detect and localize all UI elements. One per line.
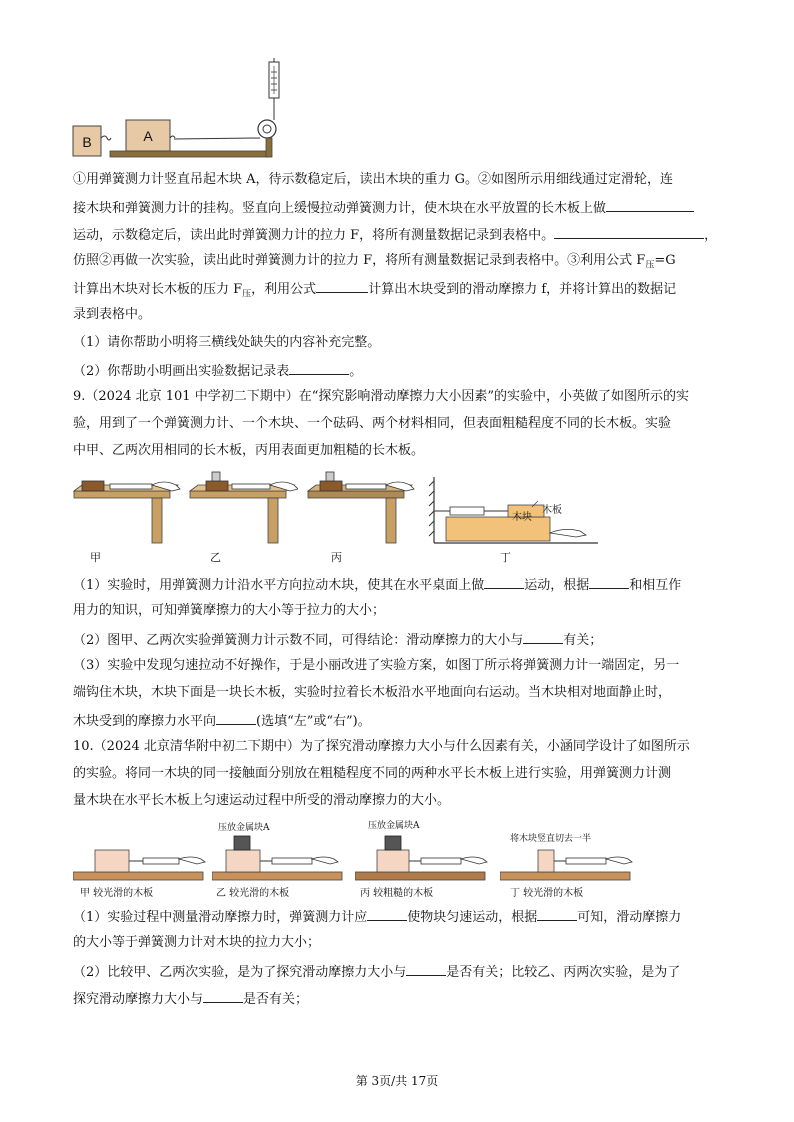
q10-part-1-a: （1）实验过程中测量滑动摩擦力时，弹簧测力计应 [73,910,368,925]
q8-question-2-text: （2）你帮助小明画出实验数据记录表 [73,364,290,379]
q9-blank-4[interactable] [216,710,256,725]
q8-sub-ya-1: 压 [645,260,655,271]
block-b-label: B [82,134,92,150]
q8-blank-2[interactable] [554,224,704,239]
q9-line-2: 验，用到了一个弹簧测力计、一个木块、一个砝码、两个材料相同，但表面粗糙程度不同的长木板。实验 [73,416,672,431]
q9-blank-1[interactable] [484,574,524,589]
q10-blank-1[interactable] [367,906,407,921]
pulley-setup-figure [70,58,290,160]
q10-top-label-bing: 压放金属块A [368,821,420,831]
q10-line-1: 10.（2024 北京清华附中初二下期中）为了探究滑动摩擦力大小与什么因素有关，小涵同学设计了如图所示 [73,739,690,754]
q9-part-1 [73,574,723,596]
q9-figure-yi [188,468,298,545]
q9-part-1-b: 运动，根据 [524,578,590,593]
q8-line-5-end: 计算出木块受到的滑动摩擦力 f，并将计算出的数据记 [368,282,677,297]
q9-blank-2[interactable] [589,574,629,589]
page-footer: 第 3页/共 17页 [355,1074,439,1088]
q10-top-label-ding: 将木块竖直切去一半 [510,834,592,844]
q8-line-5 [73,278,723,305]
q10-blank-4[interactable] [203,988,243,1003]
q10-top-label-yi: 压放金属块A [218,823,270,833]
q8-line-5-text: 计算出木块对长木板的压力 F [73,282,243,297]
q8-sub-ya-2: 压 [242,289,252,300]
q10-figure-bing [355,832,495,882]
q9-part-3: （3）实验中发现匀速拉动不好操作，于是小丽改进了实验方案，如图丁所示将弹簧测力计一端固定，另一 [73,658,680,673]
q8-line-3-text: 运动，示数稳定后，读出此时弹簧测力计的拉力 F，将所有测量数据记录到表格中。 [73,228,555,243]
q10-figure-jia [73,846,213,882]
q8-line-1: ①用弹簧测力计竖直吊起木块 A，待示数稳定后，读出木块的重力 G。②如图所示用细线通过定滑轮，连 [73,172,674,187]
q10-label-yi: 乙 较光滑的木板 [216,888,290,899]
q9-label-jia: 甲 [90,551,101,564]
q9-line-1: 9.（2024 北京 101 中学初二下期中）在“探究影响滑动摩擦力大小因素”的实验中，小英做了如图所示的实 [73,389,689,404]
q8-line-4-text: 仿照②再做一次实验，读出此时弹簧测力计的拉力 F，将所有测量数据记录到表格中。③利用公式 F [73,253,646,268]
q9-figure-bing [306,468,416,545]
q9-figure-jia [72,475,182,545]
q9-label-ding: 丁 [500,551,511,564]
q9-blank-3[interactable] [523,629,563,644]
q8-line-6: 录到表格中。 [73,307,152,322]
q9-part-3-cont: 端钩住木块，木块下面是一块长木板，实验时拉着长木板沿水平地面向右运动。当木块相对地面静止时， [73,685,672,700]
q8-line-3 [73,224,723,246]
q8-question-1: （1）请你帮助小明将三横线处缺失的内容补充完整。 [73,335,381,350]
q10-figure-ding [500,846,640,882]
q8-question-2-end: 。 [349,364,363,379]
q10-part-2-d: 是否有关； [243,992,309,1007]
q10-part-1-c: 可知，滑动摩擦力 [577,910,682,925]
q8-blank-3[interactable] [316,278,368,293]
q8-blank-1[interactable] [606,197,694,212]
q8-line-5-mid: ，利用公式 [251,282,317,297]
q9-part-3-d: (选填“左”或“右”)。 [256,714,371,729]
q8-eq-g: =G [654,253,676,268]
q10-part-2-a: （2）比较甲、乙两次实验，是为了探究滑动摩擦力大小与 [73,965,407,980]
q9-part-1-c: 和相互作 [629,578,682,593]
q10-part-2-cont [73,988,723,1010]
q10-part-2-b: 是否有关；比较乙、丙两次实验，是为了 [446,965,681,980]
q8-line-2-text: 接木块和弹簧测力计的挂构。竖直向上缓慢拉动弹簧测力计，使木块在水平放置的长木板上做 [73,201,607,216]
q9-label-muban: 木板 [542,505,562,516]
q9-part-2-a: （2）图甲、乙两次实验弹簧测力计示数不同，可得结论：滑动摩擦力的大小与 [73,633,524,648]
q10-part-1 [73,906,723,928]
q9-label-yi: 乙 [210,551,221,564]
q10-part-1-b: 使物块匀速运动，根据 [407,910,538,925]
q9-label-bing: 丙 [331,551,342,564]
q9-part-3-c: 木块受到的摩擦力水平向 [73,714,217,729]
q9-part-1-a: （1）实验时，用弹簧测力计沿水平方向拉动木块，使其在水平桌面上做 [73,578,485,593]
q9-line-3: 中甲、乙两次用相同的长木板，丙用表面更加粗糙的长木板。 [73,443,425,458]
q10-part-2 [73,961,723,983]
q9-part-2-b: 有关； [563,633,603,648]
q9-label-mukuai: 木块 [512,512,532,523]
q10-blank-3[interactable] [406,961,446,976]
q8-line-2 [73,197,723,219]
q10-label-jia: 甲 较光滑的木板 [80,888,154,899]
q8-question-2 [73,360,723,382]
q8-blank-4[interactable] [289,360,349,375]
q9-part-3-end [73,710,723,732]
q10-line-2: 的实验。将同一木块的同一接触面分别放在粗糙程度不同的两种水平长木板上进行实验，用弹簧测力计测 [73,766,672,781]
q8-line-3-comma: ， [704,228,718,243]
q8-line-4 [73,251,723,276]
q9-part-2 [73,629,723,651]
q10-part-1-cont: 的大小等于弹簧测力计对木块的拉力大小； [73,935,321,950]
q10-line-3: 量木块在水平长木板上匀速运动过程中所受的滑动摩擦力的大小。 [73,793,451,808]
q10-label-bing: 丙 较粗糙的木板 [360,888,434,899]
q10-part-2-c: 探究滑动摩擦力大小与 [73,992,204,1007]
q10-blank-2[interactable] [537,906,577,921]
q10-figure-yi [212,834,352,882]
q9-part-1-cont: 用力的知识，可知弹簧摩擦力的大小等于拉力的大小； [73,603,386,618]
block-a-label: A [143,128,153,144]
q10-label-ding: 丁 较光滑的木板 [510,888,584,899]
